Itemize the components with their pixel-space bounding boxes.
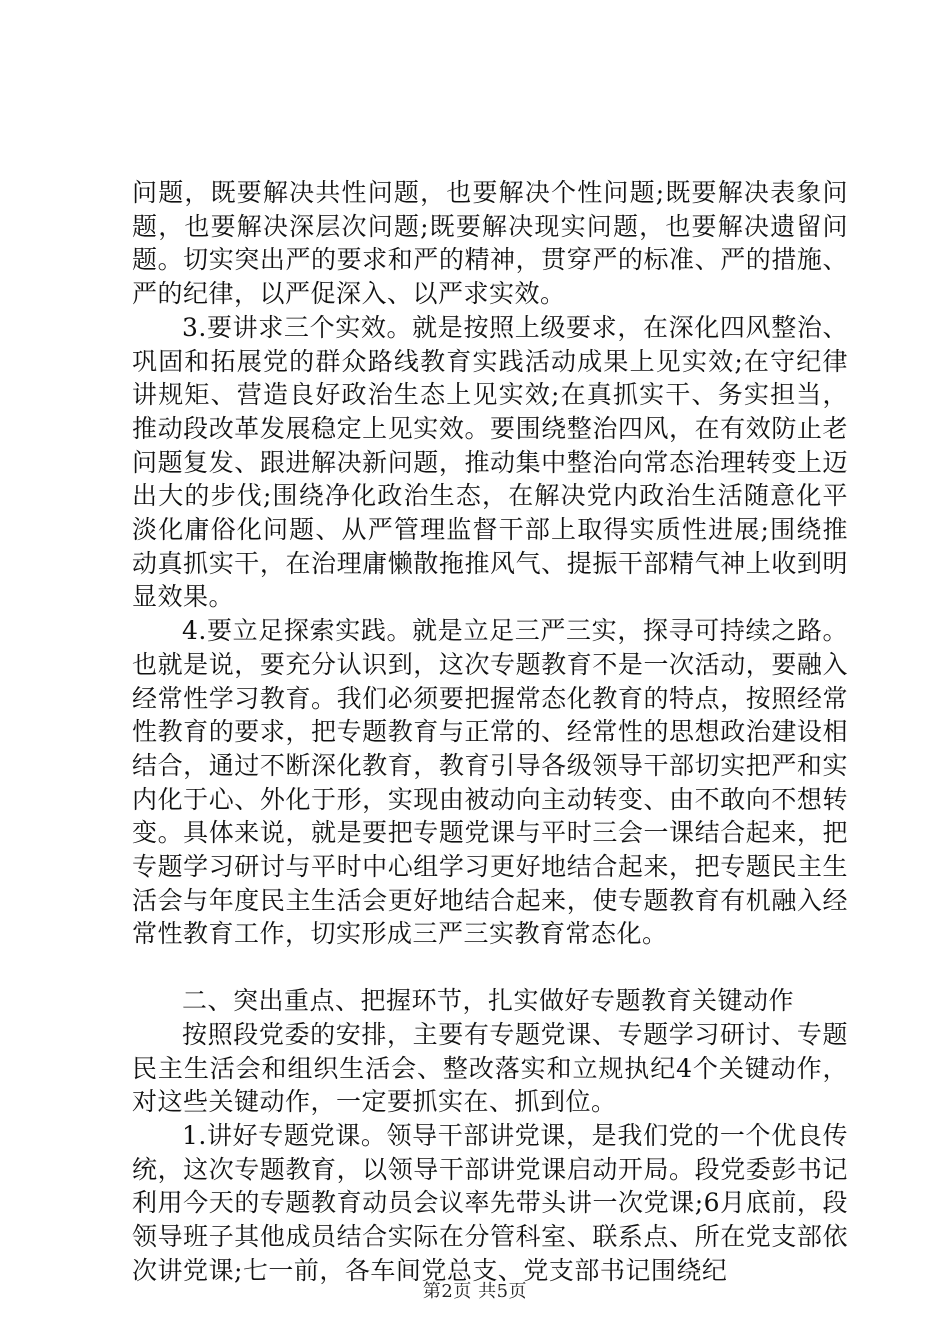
paragraph-item-1: 1.讲好专题党课。领导干部讲党课，是我们党的一个优良传统，这次专题教育，以领导干部讲党课启动开局。段党委彭书记利用今天的专题教育动员会议率先带头讲一次党课;6月底前，段领导班子其他成员结合实际在分管科室、联系点、所在党支部依次讲党课;七一前，各车间党总支、党支部书记围绕纪	[132, 1120, 848, 1285]
paragraph-item-4: 4.要立足探索实践。就是立足三严三实，探寻可持续之路。也就是说，要充分认识到，这次专题教育不是一次活动，要融入经常性学习教育。我们必须要把握常态化教育的特点，按照经常性教育的要求，把专题教育与正常的、经常性的思想政治建设相结合，通过不断深化教育，教育引导各级领导干部切实把严和实内化于心、外化于形，实现由被动向主动转变、由不敢向不想转变。具体来说，就是要把专题党课与平时三会一课结合起来，把专题学习研讨与平时中心组学习更好地结合起来，把专题民主生活会与年度民主生活会更好地结合起来，使专题教育有机融入经常性教育工作，切实形成三严三实教育常态化。	[132, 616, 848, 949]
paragraph-section-intro: 按照段党委的安排，主要有专题党课、专题学习研讨、专题民主生活会和组织生活会、整改落实和立规执纪4个关键动作，对这些关键动作，一定要抓实在、抓到位。	[132, 1019, 848, 1117]
page-number-footer: 第2页 共5页	[422, 1281, 528, 1302]
paragraph-item-3: 3.要讲求三个实效。就是按照上级要求，在深化四风整治、巩固和拓展党的群众路线教育实践活动成果上见实效;在守纪律讲规矩、营造良好政治生态上见实效;在真抓实干、务实担当，推动段改革发展稳定上见实效。要围绕整治四风，在有效防止老问题复发、跟进解决新问题，推动集中整治向常态治理转变上迈出大的步伐;围绕净化政治生态，在解决党内政治生活随意化平淡化庸俗化问题、从严管理监督干部上取得实质性进展;围绕推动真抓实干，在治理庸懒散拖推风气、提振干部精气神上收到明显效果。	[132, 312, 848, 612]
paragraph-continuation: 问题，既要解决共性问题，也要解决个性问题;既要解决表象问题，也要解决深层次问题;既要解决现实问题，也要解决遗留问题。切实突出严的要求和严的精神，贯穿严的标准、严的措施、严的纪律，以严促深入、以严求实效。	[132, 178, 848, 309]
document-body	[132, 176, 848, 1288]
section-heading: 二、突出重点、把握环节，扎实做好专题教育关键动作	[182, 986, 795, 1016]
